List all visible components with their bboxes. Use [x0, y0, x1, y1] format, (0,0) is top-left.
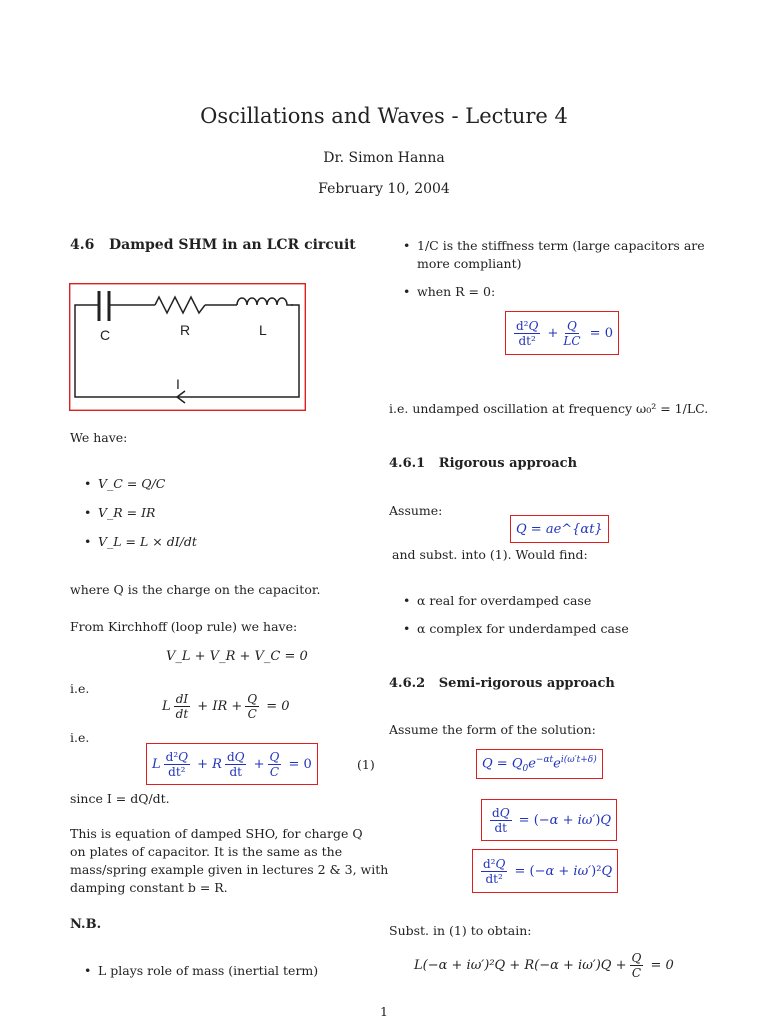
- since-text: since I = dQ/dt.: [70, 791, 170, 806]
- nb-heading: N.B.: [70, 917, 102, 932]
- inductor-coil: [237, 298, 293, 305]
- paragraph-line-1: This is equation of damped SHO, for charge Q: [70, 826, 363, 841]
- paragraph-line-2: on plates of capacitor. It is the same as the: [70, 844, 343, 859]
- subst-obtain-text: Subst. in (1) to obtain:: [389, 923, 532, 938]
- bullet-nb: • L plays role of mass (inertial term): [98, 962, 318, 980]
- equation-voltage-sum: L $\frac{dI}{dt}$ + IR + $\frac{Q}{C}$ = 0: [162, 692, 290, 721]
- bullet-stiffness-line2: more compliant): [417, 256, 522, 271]
- we-have: We have:: [70, 430, 128, 445]
- label-i: I: [176, 376, 180, 392]
- subsection-heading-461: 4.6.1 Rigorous approach: [389, 456, 578, 471]
- where-q-text: where Q is the charge on the capacitor.: [70, 582, 321, 597]
- resistor-zigzag: [155, 297, 205, 313]
- equation-number: (1): [357, 757, 375, 772]
- boxed-equation-undamped: $\frac{\text{d²Q}}{\text{dt²}}$ + $\frac{Q}{LC}$ = 0: [505, 311, 619, 355]
- page-title: Oscillations and Waves - Lecture 4: [200, 104, 568, 128]
- bullet-vr: • V_R = IR: [98, 504, 155, 522]
- undamped-text: i.e. undamped oscillation at frequency ω₀² = 1/LC.: [389, 401, 709, 416]
- bullet-underdamped: • α complex for underdamped case: [417, 620, 629, 638]
- bullet-stiffness-line1: • 1/C is the stiffness term (large capacitors are: [417, 237, 705, 255]
- boxed-equation-assume: Q = ae^{αt}: [510, 515, 609, 543]
- label-l: L: [259, 322, 267, 338]
- paragraph-line-3: mass/spring example given in lectures 2 & 3, with: [70, 862, 389, 877]
- final-equation: L(−α + iω′)²Q + R(−α + iω′)Q + $\frac{Q}{C}$ = 0: [414, 951, 674, 980]
- subsection-heading-462: 4.6.2 Semi-rigorous approach: [389, 676, 615, 691]
- bullet-vl: • V_L = L × dI/dt: [98, 533, 197, 551]
- assume-form-text: Assume the form of the solution:: [389, 722, 596, 737]
- ie-label-2: i.e.: [70, 730, 90, 745]
- label-r: R: [180, 322, 191, 338]
- author: Dr. Simon Hanna: [323, 150, 445, 166]
- boxed-equation-solution: $Q = Q_0e^{-\alpha t}e^{i(\omega't+\delta)}$: [476, 749, 603, 779]
- boxed-equation-second-derivative: $\frac{\text{d²Q}}{\text{dt²}}$ = (−α + iω′)²Q: [472, 849, 618, 893]
- subst-text: and subst. into (1). Would find:: [392, 547, 588, 562]
- page-number: 1: [380, 1004, 388, 1019]
- bullet-when-r0: • when R = 0:: [417, 283, 495, 301]
- lcr-circuit-diagram: [69, 283, 306, 411]
- kirchhoff-equation: V_L + V_R + V_C = 0: [166, 649, 308, 664]
- ie-label-1: i.e.: [70, 681, 90, 696]
- bullet-overdamped: • α real for overdamped case: [417, 592, 591, 610]
- label-c: C: [100, 327, 111, 343]
- boxed-equation-first-derivative: $\frac{dQ}{dt}$ = (−α + iω′)Q: [481, 799, 617, 841]
- section-heading: 4.6 Damped SHM in an LCR circuit: [70, 237, 356, 253]
- boxed-equation-1: L $\frac{\text{d²Q}}{\text{dt²}}$ + R $\frac{dQ}{dt}$ + $\frac{Q}{C}$ = 0: [146, 743, 318, 785]
- date: February 10, 2004: [318, 181, 450, 197]
- bullet-vc: • V_C = Q/C: [98, 475, 165, 493]
- paragraph-line-4: damping constant b = R.: [70, 880, 228, 895]
- assume-text: Assume:: [389, 503, 443, 518]
- kirchhoff-text: From Kirchhoff (loop rule) we have:: [70, 619, 298, 634]
